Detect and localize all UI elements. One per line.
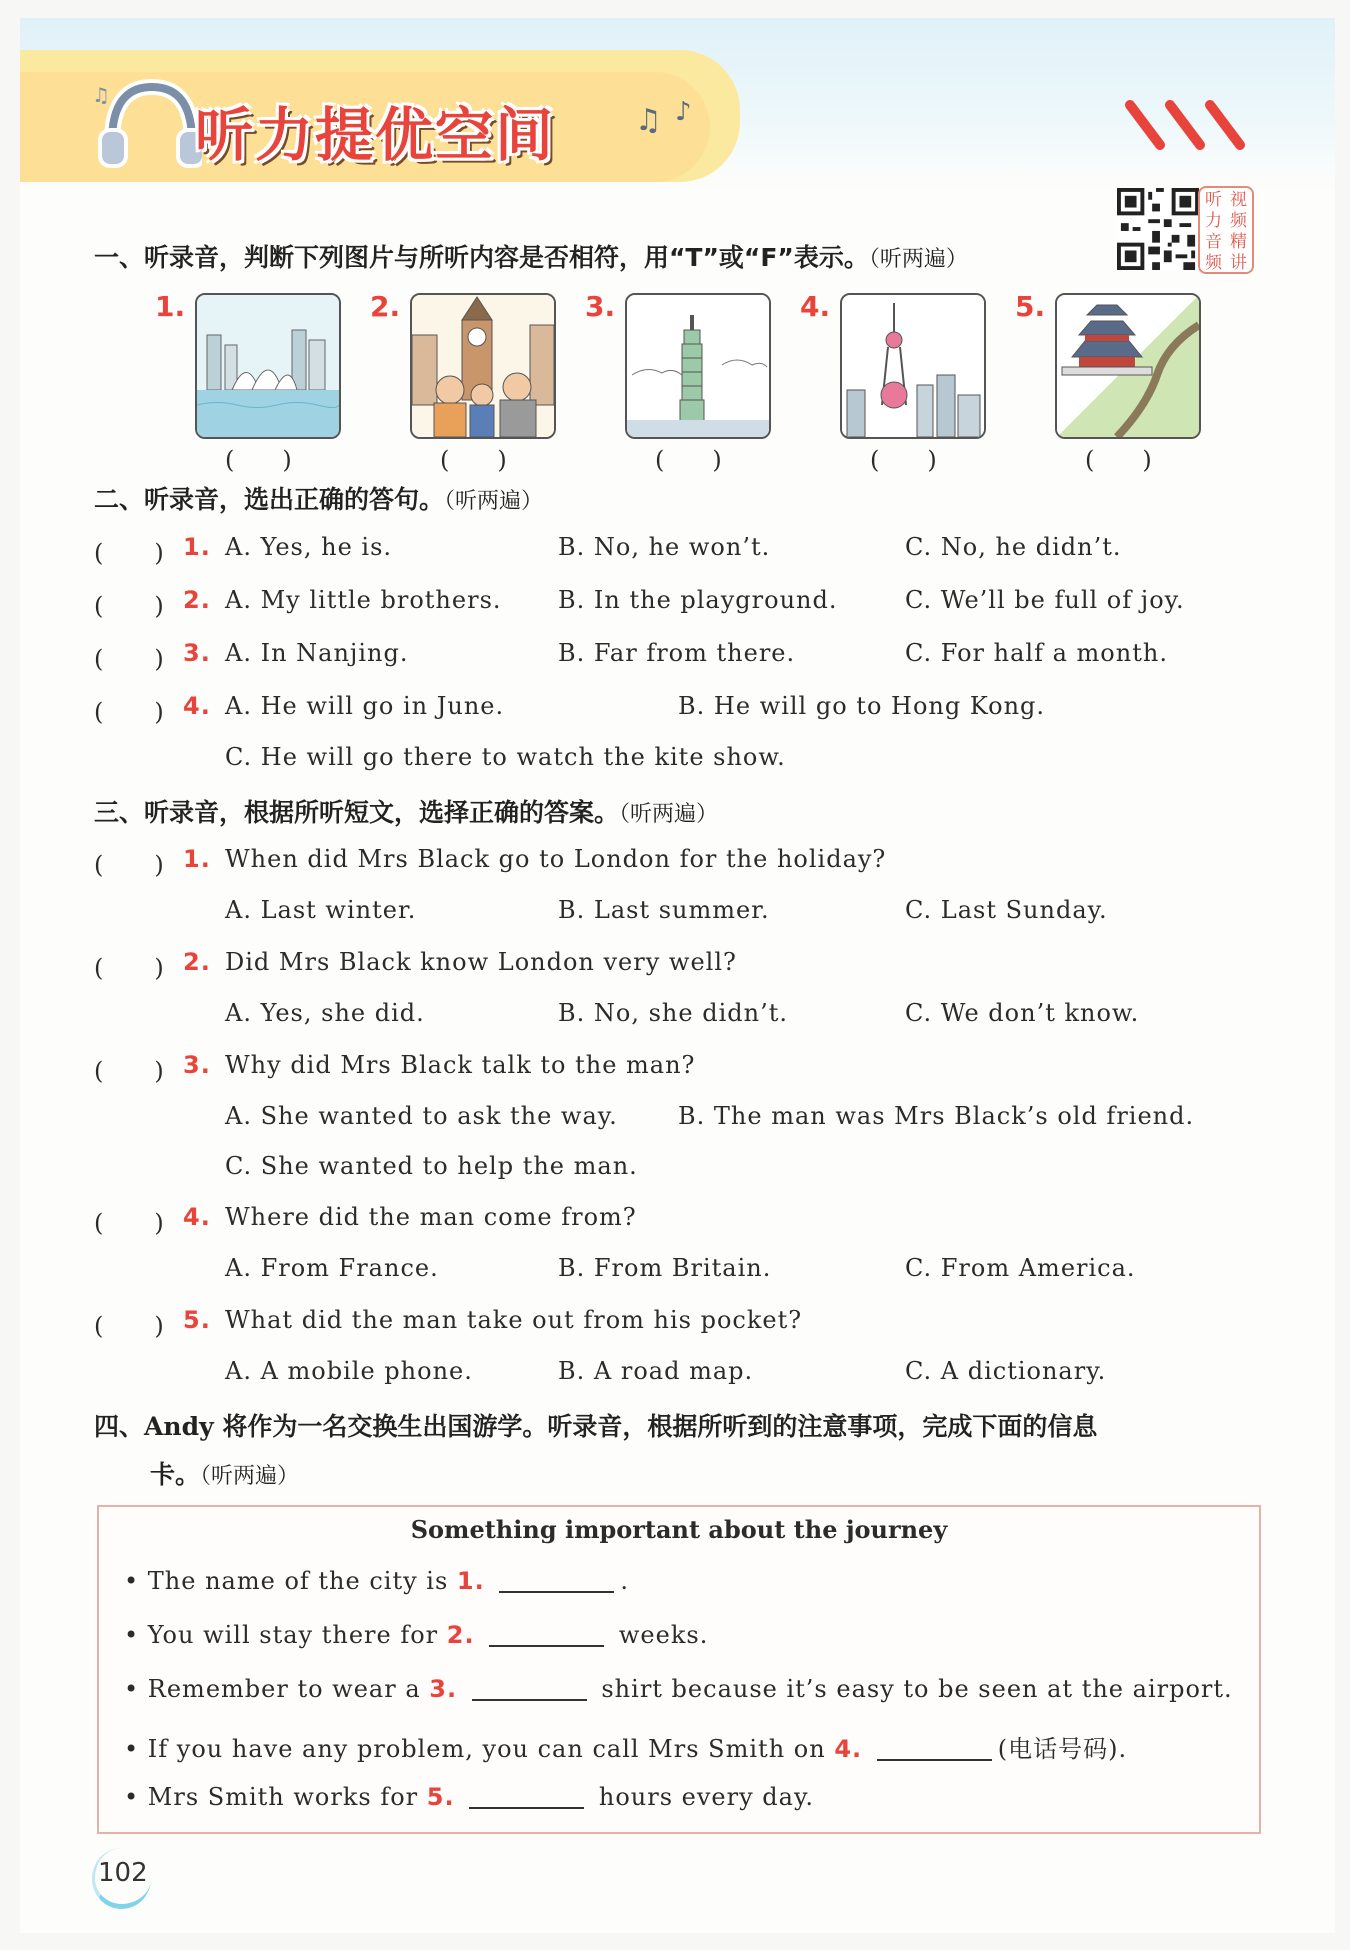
- question-text: Where did the man come from?: [225, 1203, 637, 1231]
- fill-in-blank[interactable]: [489, 1645, 604, 1647]
- fill-in-blank[interactable]: [499, 1591, 614, 1593]
- option-a: A. Yes, she did.: [225, 999, 425, 1027]
- question-text: Why did Mrs Black talk to the man?: [225, 1051, 696, 1079]
- oriental-pearl-tower-picture: [840, 293, 986, 439]
- option-c: C. She wanted to help the man.: [225, 1152, 638, 1180]
- option-b: B. From Britain.: [558, 1254, 772, 1282]
- answer-blank[interactable]: ( ): [655, 446, 722, 474]
- answer-paren[interactable]: ( ): [94, 539, 165, 567]
- option-a: A. A mobile phone.: [225, 1357, 473, 1385]
- info-bullet: • Remember to wear a 3. shirt because it’s easy to be seen at the airport.: [124, 1675, 1233, 1703]
- sydney-opera-house-picture: [195, 293, 341, 439]
- answer-paren[interactable]: ( ): [94, 645, 165, 673]
- fill-in-blank[interactable]: [877, 1759, 992, 1761]
- answer-blank[interactable]: ( ): [870, 446, 937, 474]
- answer-paren[interactable]: ( ): [94, 1312, 165, 1340]
- picture-number: 1.: [155, 290, 186, 323]
- picture-number: 5.: [1015, 290, 1046, 323]
- fill-in-blank[interactable]: [472, 1699, 587, 1701]
- temple-of-heaven-great-wall-picture: [1055, 293, 1201, 439]
- answer-blank[interactable]: ( ): [225, 446, 292, 474]
- question-number: 3.: [183, 639, 211, 667]
- answer-blank[interactable]: ( ): [1085, 446, 1152, 474]
- page-number: 102: [98, 1858, 148, 1888]
- option-c: C. We don’t know.: [905, 999, 1140, 1027]
- section2-heading: 二、听录音，选出正确的答句。（听两遍）: [94, 485, 544, 514]
- headphones-icon: [92, 72, 202, 172]
- option-b: B. A road map.: [558, 1357, 754, 1385]
- question-number: 4.: [183, 1203, 211, 1231]
- svg-text:♫: ♫: [635, 103, 662, 138]
- info-bullet: • Mrs Smith works for 5. hours every day.: [124, 1783, 814, 1811]
- option-c: C. For half a month.: [905, 639, 1168, 667]
- option-c: C. We’ll be full of joy.: [905, 586, 1185, 614]
- picture-number: 3.: [585, 290, 616, 323]
- taipei-101-tower-picture: [625, 293, 771, 439]
- video-lecture-label: 听 视 力 频 音 精 频 讲: [1198, 186, 1254, 274]
- question-text: When did Mrs Black go to London for the holiday?: [225, 845, 887, 873]
- qr-code[interactable]: [1117, 188, 1199, 270]
- fill-in-blank[interactable]: [469, 1807, 584, 1809]
- option-a: A. Yes, he is.: [225, 533, 393, 561]
- info-bullet: • You will stay there for 2. weeks.: [124, 1621, 709, 1649]
- picture-number: 4.: [800, 290, 831, 323]
- option-c: C. From America.: [905, 1254, 1136, 1282]
- big-ben-tourists-picture: [410, 293, 556, 439]
- question-number: 2.: [183, 948, 211, 976]
- answer-paren[interactable]: ( ): [94, 698, 165, 726]
- option-b: B. Far from there.: [558, 639, 796, 667]
- option-b: B. In the playground.: [558, 586, 838, 614]
- option-b: B. No, she didn’t.: [558, 999, 788, 1027]
- section4-heading-line2: 卡。（听两遍）: [150, 1460, 300, 1489]
- answer-paren[interactable]: ( ): [94, 1057, 165, 1085]
- option-a: A. From France.: [225, 1254, 439, 1282]
- info-bullet: • If you have any problem, you can call Mrs Smith on 4. (电话号码).: [124, 1735, 1128, 1763]
- card-title: Something important about the journey: [410, 1515, 948, 1544]
- section4-heading: 四、Andy 将作为一名交换生出国游学。听录音，根据所听到的注意事项，完成下面的信息: [94, 1412, 1098, 1441]
- answer-paren[interactable]: ( ): [94, 954, 165, 982]
- option-c: C. A dictionary.: [905, 1357, 1107, 1385]
- option-b: B. Last summer.: [558, 896, 770, 924]
- answer-paren[interactable]: ( ): [94, 1209, 165, 1237]
- option-a: A. My little brothers.: [225, 586, 502, 614]
- svg-text:♪: ♪: [675, 97, 692, 127]
- option-a: A. He will go in June.: [225, 692, 505, 720]
- answer-paren[interactable]: ( ): [94, 851, 165, 879]
- info-bullet: • The name of the city is 1. .: [124, 1567, 630, 1595]
- question-number: 5.: [183, 1306, 211, 1334]
- option-c: C. No, he didn’t.: [905, 533, 1122, 561]
- option-b: B. He will go to Hong Kong.: [678, 692, 1046, 720]
- question-number: 2.: [183, 586, 211, 614]
- picture-number: 2.: [370, 290, 401, 323]
- section1-heading: 一、听录音，判断下列图片与所听内容是否相符，用“T”或“F”表示。（听两遍）: [94, 243, 968, 272]
- info-card: [97, 1505, 1261, 1834]
- option-b: B. The man was Mrs Black’s old friend.: [678, 1102, 1195, 1130]
- question-text: Did Mrs Black know London very well?: [225, 948, 737, 976]
- music-notes-icon: [635, 92, 715, 142]
- option-c: C. Last Sunday.: [905, 896, 1108, 924]
- section-banner-title: 听力提优空间: [195, 101, 556, 169]
- option-a: A. Last winter.: [225, 896, 417, 924]
- question-number: 3.: [183, 1051, 211, 1079]
- svg-text:♫: ♫: [92, 83, 110, 107]
- question-number: 1.: [183, 845, 211, 873]
- option-a: A. She wanted to ask the way.: [225, 1102, 618, 1130]
- answer-blank[interactable]: ( ): [440, 446, 507, 474]
- option-b: B. No, he won’t.: [558, 533, 771, 561]
- section3-heading: 三、听录音，根据所听短文，选择正确的答案。（听两遍）: [94, 798, 719, 827]
- option-a: A. In Nanjing.: [225, 639, 409, 667]
- question-number: 4.: [183, 692, 211, 720]
- question-number: 1.: [183, 533, 211, 561]
- decorative-slashes-icon: [1125, 100, 1255, 150]
- answer-paren[interactable]: ( ): [94, 592, 165, 620]
- option-c: C. He will go there to watch the kite show.: [225, 743, 786, 771]
- question-text: What did the man take out from his pocket?: [225, 1306, 803, 1334]
